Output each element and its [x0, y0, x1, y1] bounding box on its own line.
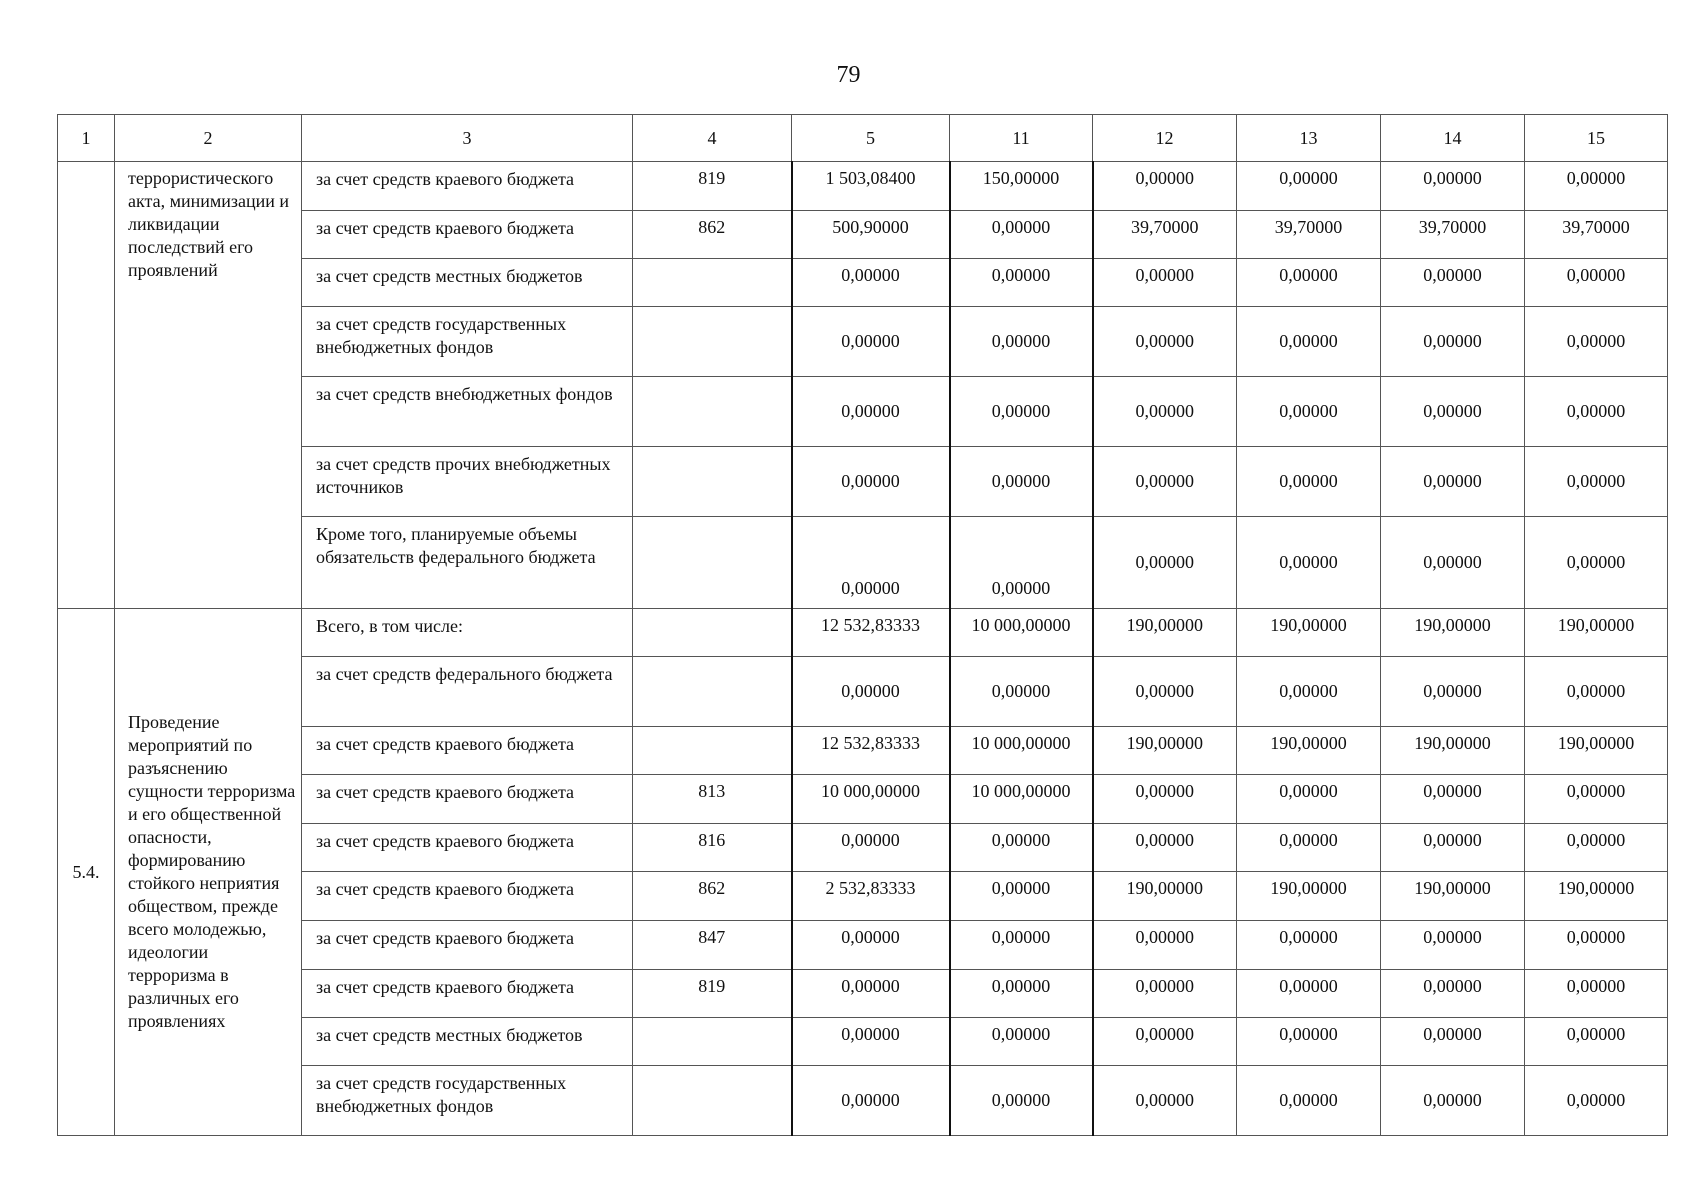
- funding-source: Всего, в том числе:: [302, 609, 633, 657]
- value-col-14: 0,00000: [1381, 921, 1525, 970]
- value-col-11: 0,00000: [950, 824, 1093, 872]
- event-description: террористического акта, минимизации и ликвидации последствий его проявлений: [115, 162, 302, 609]
- value-col-5: 0,00000: [792, 921, 950, 970]
- value-col-14: 0,00000: [1381, 307, 1525, 377]
- value-col-11: 10 000,00000: [950, 609, 1093, 657]
- value-col-13: 0,00000: [1237, 1066, 1381, 1136]
- value-col-11: 0,00000: [950, 259, 1093, 307]
- row-number-cell: [58, 162, 115, 609]
- value-col-15: 0,00000: [1525, 824, 1668, 872]
- budget-table: [57, 114, 1668, 1136]
- value-col-15: 190,00000: [1525, 872, 1668, 921]
- funding-source: за счет средств краевого бюджета: [302, 872, 633, 921]
- value-col-14: 0,00000: [1381, 259, 1525, 307]
- funding-source: за счет средств краевого бюджета: [302, 970, 633, 1018]
- value-col-13: 0,00000: [1237, 377, 1381, 447]
- budget-code: 862: [633, 211, 792, 259]
- value-col-5: 0,00000: [792, 1018, 950, 1066]
- value-col-13: 0,00000: [1237, 162, 1381, 211]
- column-header: 2: [115, 115, 302, 162]
- value-col-13: 0,00000: [1237, 970, 1381, 1018]
- column-header: 4: [633, 115, 792, 162]
- budget-code: [633, 259, 792, 307]
- value-col-14: 39,70000: [1381, 211, 1525, 259]
- budget-code: 816: [633, 824, 792, 872]
- funding-source: за счет средств краевого бюджета: [302, 775, 633, 824]
- event-description: Проведение мероприятий по разъяснению сущности терроризма и его общественной опасности, формированию стойкого неприятия обществом, прежде всего молодежью, идеологии терроризма в различных его проявлениях: [115, 609, 302, 1136]
- column-header: 5: [792, 115, 950, 162]
- budget-code: [633, 657, 792, 727]
- funding-source: за счет средств прочих внебюджетных источников: [302, 447, 633, 517]
- value-col-11: 0,00000: [950, 970, 1093, 1018]
- value-col-12: 190,00000: [1093, 727, 1237, 775]
- value-col-11: 0,00000: [950, 377, 1093, 447]
- value-col-13: 0,00000: [1237, 307, 1381, 377]
- value-col-11: 0,00000: [950, 1066, 1093, 1136]
- value-col-12: 0,00000: [1093, 259, 1237, 307]
- value-col-14: 0,00000: [1381, 517, 1525, 609]
- table-row: [58, 609, 1668, 657]
- value-col-12: 0,00000: [1093, 970, 1237, 1018]
- value-col-13: 0,00000: [1237, 259, 1381, 307]
- value-col-12: 0,00000: [1093, 307, 1237, 377]
- value-col-13: 190,00000: [1237, 727, 1381, 775]
- value-col-13: 0,00000: [1237, 1018, 1381, 1066]
- value-col-11: 0,00000: [950, 1018, 1093, 1066]
- funding-source: за счет средств государственных внебюджетных фондов: [302, 1066, 633, 1136]
- funding-source: за счет средств краевого бюджета: [302, 211, 633, 259]
- value-col-11: 0,00000: [950, 447, 1093, 517]
- row-number-cell: 5.4.: [58, 609, 115, 1136]
- value-col-12: 0,00000: [1093, 657, 1237, 727]
- budget-code: 819: [633, 970, 792, 1018]
- value-col-12: 0,00000: [1093, 447, 1237, 517]
- value-col-14: 0,00000: [1381, 162, 1525, 211]
- funding-source: за счет средств краевого бюджета: [302, 162, 633, 211]
- column-header: 14: [1381, 115, 1525, 162]
- budget-code: [633, 1018, 792, 1066]
- value-col-11: 0,00000: [950, 657, 1093, 727]
- budget-code: 819: [633, 162, 792, 211]
- value-col-12: 0,00000: [1093, 921, 1237, 970]
- budget-code: [633, 1066, 792, 1136]
- value-col-15: 0,00000: [1525, 1018, 1668, 1066]
- value-col-13: 0,00000: [1237, 824, 1381, 872]
- value-col-5: 0,00000: [792, 447, 950, 517]
- value-col-12: 0,00000: [1093, 775, 1237, 824]
- value-col-5: 0,00000: [792, 259, 950, 307]
- value-col-14: 0,00000: [1381, 1018, 1525, 1066]
- value-col-14: 0,00000: [1381, 447, 1525, 517]
- value-col-5: 1 503,08400: [792, 162, 950, 211]
- funding-source: за счет средств краевого бюджета: [302, 727, 633, 775]
- value-col-14: 190,00000: [1381, 727, 1525, 775]
- value-col-12: 190,00000: [1093, 872, 1237, 921]
- budget-code: 862: [633, 872, 792, 921]
- value-col-15: 0,00000: [1525, 657, 1668, 727]
- value-col-5: 12 532,83333: [792, 727, 950, 775]
- budget-code: [633, 447, 792, 517]
- value-col-11: 150,00000: [950, 162, 1093, 211]
- funding-source: за счет средств федерального бюджета: [302, 657, 633, 727]
- column-header: 12: [1093, 115, 1237, 162]
- value-col-15: 0,00000: [1525, 970, 1668, 1018]
- value-col-15: 0,00000: [1525, 447, 1668, 517]
- value-col-12: 0,00000: [1093, 1018, 1237, 1066]
- header-row: [58, 115, 1668, 162]
- column-header: 15: [1525, 115, 1668, 162]
- value-col-5: 0,00000: [792, 657, 950, 727]
- funding-source: за счет средств местных бюджетов: [302, 1018, 633, 1066]
- value-col-13: 0,00000: [1237, 447, 1381, 517]
- value-col-14: 190,00000: [1381, 609, 1525, 657]
- funding-source: за счет средств государственных внебюджетных фондов: [302, 307, 633, 377]
- value-col-14: 0,00000: [1381, 1066, 1525, 1136]
- value-col-15: 0,00000: [1525, 1066, 1668, 1136]
- funding-source: Кроме того, планируемые объемы обязательств федерального бюджета: [302, 517, 633, 609]
- value-col-15: 0,00000: [1525, 307, 1668, 377]
- value-col-5: 0,00000: [792, 517, 950, 609]
- value-col-12: 0,00000: [1093, 377, 1237, 447]
- value-col-15: 190,00000: [1525, 727, 1668, 775]
- value-col-5: 500,90000: [792, 211, 950, 259]
- value-col-12: 39,70000: [1093, 211, 1237, 259]
- funding-source: за счет средств краевого бюджета: [302, 921, 633, 970]
- value-col-15: 39,70000: [1525, 211, 1668, 259]
- budget-code: [633, 609, 792, 657]
- value-col-13: 0,00000: [1237, 921, 1381, 970]
- value-col-15: 0,00000: [1525, 517, 1668, 609]
- funding-source: за счет средств местных бюджетов: [302, 259, 633, 307]
- funding-source: за счет средств краевого бюджета: [302, 824, 633, 872]
- value-col-11: 0,00000: [950, 872, 1093, 921]
- value-col-12: 0,00000: [1093, 824, 1237, 872]
- budget-code: [633, 727, 792, 775]
- value-col-11: 0,00000: [950, 211, 1093, 259]
- value-col-15: 0,00000: [1525, 259, 1668, 307]
- column-header: 3: [302, 115, 633, 162]
- value-col-14: 0,00000: [1381, 970, 1525, 1018]
- value-col-14: 0,00000: [1381, 657, 1525, 727]
- value-col-12: 0,00000: [1093, 1066, 1237, 1136]
- budget-code: 847: [633, 921, 792, 970]
- value-col-13: 0,00000: [1237, 775, 1381, 824]
- column-header: 13: [1237, 115, 1381, 162]
- value-col-5: 0,00000: [792, 824, 950, 872]
- value-col-11: 10 000,00000: [950, 727, 1093, 775]
- column-header: 11: [950, 115, 1093, 162]
- budget-code: [633, 377, 792, 447]
- budget-code: [633, 307, 792, 377]
- value-col-11: 0,00000: [950, 921, 1093, 970]
- value-col-13: 190,00000: [1237, 609, 1381, 657]
- value-col-15: 0,00000: [1525, 775, 1668, 824]
- value-col-15: 0,00000: [1525, 377, 1668, 447]
- value-col-11: 10 000,00000: [950, 775, 1093, 824]
- value-col-13: 190,00000: [1237, 872, 1381, 921]
- value-col-5: 0,00000: [792, 307, 950, 377]
- value-col-15: 0,00000: [1525, 162, 1668, 211]
- page-number: 79: [836, 62, 861, 88]
- table-row: [58, 162, 1668, 211]
- funding-source: за счет средств внебюджетных фондов: [302, 377, 633, 447]
- value-col-5: 0,00000: [792, 377, 950, 447]
- column-header: 1: [58, 115, 115, 162]
- value-col-15: 0,00000: [1525, 921, 1668, 970]
- value-col-14: 0,00000: [1381, 824, 1525, 872]
- value-col-14: 190,00000: [1381, 872, 1525, 921]
- value-col-5: 12 532,83333: [792, 609, 950, 657]
- value-col-5: 2 532,83333: [792, 872, 950, 921]
- value-col-15: 190,00000: [1525, 609, 1668, 657]
- value-col-5: 0,00000: [792, 1066, 950, 1136]
- value-col-12: 0,00000: [1093, 517, 1237, 609]
- value-col-13: 0,00000: [1237, 657, 1381, 727]
- budget-code: 813: [633, 775, 792, 824]
- value-col-11: 0,00000: [950, 307, 1093, 377]
- value-col-13: 0,00000: [1237, 517, 1381, 609]
- value-col-14: 0,00000: [1381, 377, 1525, 447]
- value-col-12: 190,00000: [1093, 609, 1237, 657]
- value-col-5: 10 000,00000: [792, 775, 950, 824]
- value-col-11: 0,00000: [950, 517, 1093, 609]
- value-col-14: 0,00000: [1381, 775, 1525, 824]
- value-col-13: 39,70000: [1237, 211, 1381, 259]
- value-col-12: 0,00000: [1093, 162, 1237, 211]
- budget-code: [633, 517, 792, 609]
- value-col-5: 0,00000: [792, 970, 950, 1018]
